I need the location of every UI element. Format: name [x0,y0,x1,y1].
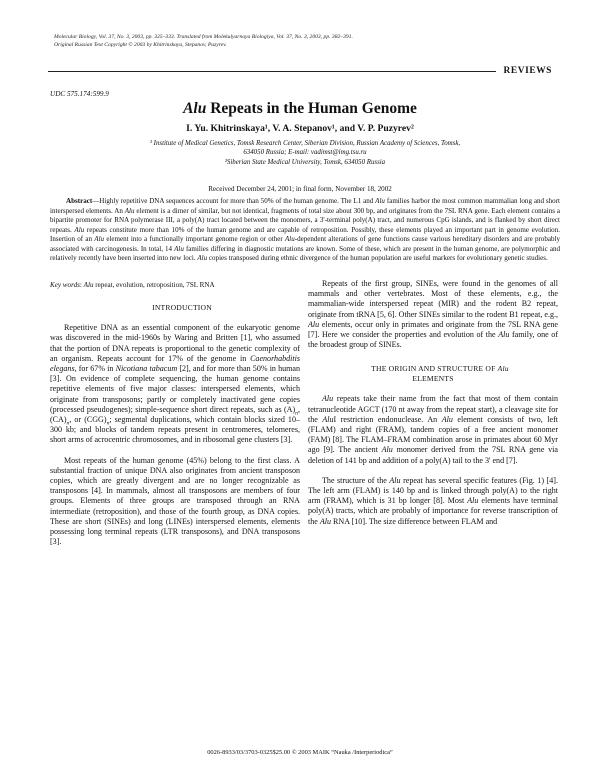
running-header-line-2: Original Russian Text Copyright © 2003 by Khitrinskaya, Stepanov, Puzyrev. [54,41,227,48]
page-footer: 0026-8933/03/3703-0325$25.00 © 2003 MAIK “Nauka /Interperiodica” [207,749,393,756]
title-rest: Repeats in the Human Genome [206,100,417,117]
left-column [50,303,300,547]
abstract-text: families differing in diagnostic mutations are known. Some of these, which are present in the human genome, are polymorphic and relatively recently have been inserted into new loci. [50,244,560,262]
section-label: REVIEWS [496,65,558,77]
abstract-text: copies transposed during ethnic divergence of the human population are useful markers for evolutionary genetic studies. [207,254,548,262]
abstract-alu: Alu [375,197,385,205]
abstract-alu: Alu [174,244,184,253]
abstract-text: element into a functionally important genome region or other [104,235,285,243]
udc-code: UDC 575.174:599.9 [50,90,109,98]
abstract-alu: Alu [94,235,105,243]
abstract-text: repeats constitute more than 10% of the human genome and are capable of retroposition. Possibly, these elements played an important part in genome evolution. Insertion of an [50,225,560,243]
intro-paragraph-1: Repetitive DNA as an essential component of the eukaryotic genome was discovered in the mid-1960s by Waring and Britten [1], who assumed that the portion of DNA repeats is proportional to the genetic complexity of an organism. Repeats account for 17% of the genome in Caenorhabditis elegans, for 67% in Nicotiana tabacum [2], and for more than 50% in human [3]. On evidence of complete sequencing, the human genome contains repetitive elements of five major classes: interspersed elements, which originate from transposons; partly or completely inactivated gene copies (processed pseudogenes); simple-sequence short direct repeats, such as $(A)_n$, $(CA)_n$, or $(CGG)_n$; segmental duplications, which contain blocks sized 10–300 kb; and blocks of tandem repeats present in centromeres, telomeres, short arms of acrocentric chromosomes, and in ribosomal gene clusters [3]. [50,323,300,445]
abstract-alu: Alu [124,206,135,215]
abstract-text: families harbor the most common mammalian long and short interspersed elements. An [50,197,560,215]
right-column [308,279,558,527]
section-banner [48,65,558,77]
abstract-alu: Alu [197,254,208,262]
title-alu: Alu [183,100,207,117]
abstract-label: Abstract [66,197,93,205]
running-header-line-1: Molecular Biology, Vol. 37, No. 3, 2003, pp. 325–333. Translated from Molekulyarnaya Biologiya, Vol. 37, No. 3, 2003, pp. 382–391. [54,34,353,40]
right-paragraph-1: Repeats of the first group, SINEs, were found in the genomes of all mammals and other vertebrates. Most of these elements, e.g., the mammalian-wide interspersed repeat (MIR) and the rodent B2 repeat, originate from tRNA [5, 6]. Other SINEs similar to the rodent B1 repeat, e.g., Alu elements, occur only in primates and originate from the 7SL RNA gene [7]. Here we consider the properties and evolution of the Alu family, one of the broadest group of SINEs. [308,279,558,350]
keywords: Key words: Alu repeat, evolution, retroposition, 7SL RNA [50,281,215,289]
abstract-alu: Alu [74,225,85,234]
heading-origin-structure: THE ORIGIN AND STRUCTURE OF Alu ELEMENTS [371,364,509,384]
affiliation-1-line-2: 634050 Russia; E-mail: vadimst@img.tsu.ru [243,149,367,157]
abstract-alu: Alu [284,235,295,243]
article-title [0,99,600,119]
keywords-text: repeat, evolution, retroposition, 7SL RNA [93,281,215,289]
authors: I. Yu. Khitrinskaya¹, V. A. Stepanov¹, and V. P. Puzyrev² [186,123,414,134]
affiliation-1-line-1: ¹ Institute of Medical Genetics, Tomsk Research Center, Siberian Division, Russian Academy of Sciences, Tomsk, [149,140,461,147]
abstract-text: -dependent alterations of gene functions cause various hereditary disorders and are probably associated with carcinogenesis. In total, 14 [50,235,560,253]
received-dates: Received December 24, 2001; in final form, November 18, 2002 [208,185,392,193]
heading-introduction: INTRODUCTION [152,303,212,312]
abstract-text: —Highly repetitive DNA sequences account for more than 50% of the human genome. The L1 and [92,197,376,205]
abstract [50,197,560,264]
right-paragraph-3: The structure of the Alu repeat has several specific features (Fig. 1) [4]. The left arm (FLAM) is 140 bp and is linked through poly(A) to the right arm (FRAM), which is 31 bp longer [8]. Most Alu elements have terminal poly(A) tracts, which are probably of importance for reverse transcription of the Alu RNA [10]. The size difference between FLAM and [308,475,558,526]
abstract-text: element is a dimer of similar, but not identical, fragments of total size about 300 bp, and originates from the 7SL RNA gene. Each element contains a bipartite promoter for RNA polymerase III, a poly(A) tract located between the monomers, a 3'-terminal poly(A) tract, and numerous CpG islands, and is flanked by short direct repeats. [50,206,560,234]
right-paragraph-2: Alu repeats take their name from the fact that most of them contain tetranucleotide AGCT (170 nt away from the repeat start), a cleavage site for the AluI restriction endonuclease. An Alu element consists of two, left (FLAM) and right (FRAM), tandem copies of a free ancient monomer (FAM) [8]. The FLAM–FRAM combination arose in primates about 60 Myr ago [9]. The ancient Alu monomer derived from the 7SL RNA gene via deletion of 141 bp and addition of a poly(A) tail to the 3' end [7]. [308,394,558,465]
affiliation-2: ²Siberian State Medical University, Tomsk, 634050 Russia [224,158,386,166]
running-header [54,34,434,49]
affiliations [70,139,540,167]
keywords-alu: Alu [83,281,94,289]
keywords-label: Key words [50,281,80,289]
intro-paragraph-2: Most repeats of the human genome (45%) belong to the first class. A substantial fraction of unique DNA also originates from ancient transposon copies, which are greatly divergent and are no longer recognizable as transposons [4]. In mammals, almost all transposons are members of four groups. Elements of three groups are transposed through an RNA intermediate (retroposition), and those of the fourth group, as DNA copies. These are short (SINEs) and long (LINEs) interspersed elements, elements possessing long terminal repeats (LTR transposons), and DNA transposons [3]. [50,455,300,547]
section-rule [48,71,558,72]
